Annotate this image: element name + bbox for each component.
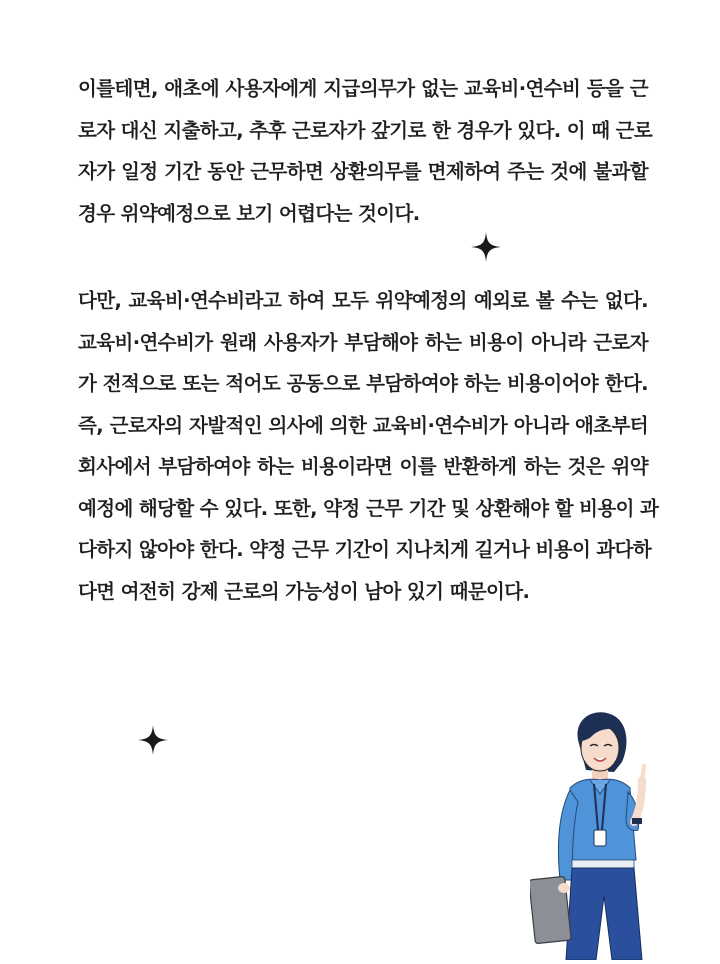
text-line: 다만, 교육비·연수비라고 하여 모두 위약예정의 예외로 볼 수는 없다. xyxy=(78,289,648,312)
text-line: 이를테면, 애초에 사용자에게 지급의무가 없는 교육비·연수비 등을 근 xyxy=(78,77,648,100)
text-line: 경우 위약예정으로 보기 어렵다는 것이다. xyxy=(78,201,420,225)
paragraph-2 xyxy=(78,280,659,612)
text-line: 즉, 근로자의 자발적인 의사에 의한 교육비·연수비가 아니라 애초부터 xyxy=(78,413,648,437)
office-worker-pointing-illustration xyxy=(530,710,680,960)
text-line: 예정에 해당할 수 있다. 또한, 약정 근무 기간 및 상환해야 할 비용이 과 xyxy=(78,496,659,520)
article-body xyxy=(78,68,659,612)
text-line: 가 전적으로 또는 적어도 공동으로 부담하여야 하는 비용이어야 한다. xyxy=(78,372,648,395)
text-line: 로자 대신 지출하고, 추후 근로자가 갚기로 한 경우가 있다. 이 때 근로 xyxy=(78,118,653,142)
text-line: 다면 여전히 강제 근로의 가능성이 남아 있기 때문이다. xyxy=(78,579,530,603)
four-point-star-icon xyxy=(469,230,503,264)
four-point-star-icon xyxy=(136,723,170,757)
text-line: 다하지 않아야 한다. 약정 근무 기간이 지나치게 길거나 비용이 과다하 xyxy=(78,538,652,561)
paragraph-1 xyxy=(78,68,653,234)
text-line: 자가 일정 기간 동안 근무하면 상환의무를 면제하여 주는 것에 불과할 xyxy=(78,160,648,183)
text-line: 교육비·연수비가 원래 사용자가 부담해야 하는 비용이 아니라 근로자 xyxy=(78,330,648,354)
text-line: 회사에서 부담하여야 하는 비용이라면 이를 반환하게 하는 것은 위약 xyxy=(78,455,648,478)
